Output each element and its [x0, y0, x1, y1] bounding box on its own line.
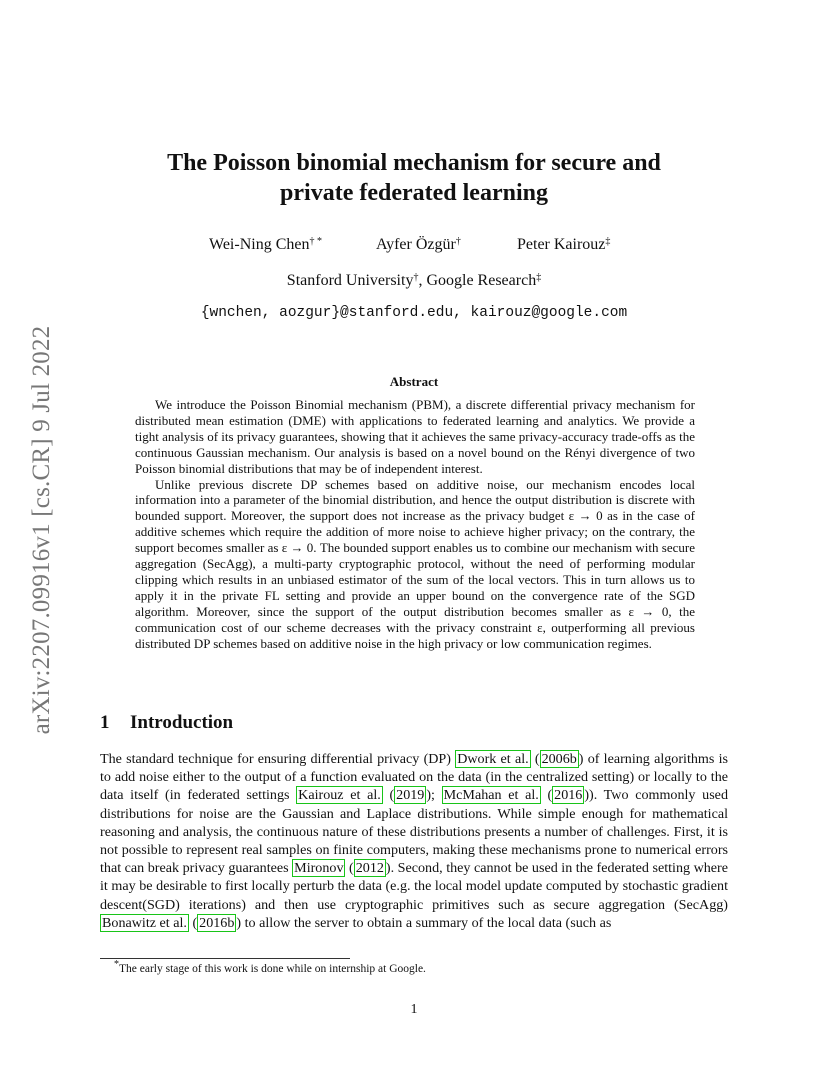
author-emails: {wnchen, aozgur}@stanford.edu, kairouz@google.com [200, 305, 628, 321]
footnote-rule [100, 958, 350, 959]
citation-year-link[interactable]: 2016 [554, 787, 583, 804]
author: Peter Kairouz‡ [517, 236, 611, 253]
citation-link[interactable]: Bonawitz et al. [102, 914, 187, 931]
abstract-heading: Abstract [389, 374, 439, 389]
author: Ayfer Özgür† [376, 236, 461, 253]
title-line: private federated learning [280, 180, 548, 206]
citation-year-link[interactable]: 2016b [199, 914, 235, 931]
citation-link[interactable]: McMahan et al. [443, 787, 539, 804]
footnote: *The early stage of this work is done while on internship at Google. [114, 959, 426, 975]
abstract-paragraph: We introduce the Poisson Binomial mechanism (PBM), a discrete differential privacy mechanism for distributed mean estimation (DME) with applications to federated learning and analytics. We provide a tight analysis of its privacy guarantees, showing that it achieves the same privacy-accuracy trade-offs as the continuous Gaussian mechanism. Our analysis is based on a novel bound on the Rényi divergence of two Poisson binomial distributions that may be of independent interest. [135, 397, 696, 476]
citation-link[interactable]: Mironov [294, 860, 344, 877]
citation-link[interactable]: Kairouz et al. [298, 787, 381, 804]
author-list [0, 236, 828, 258]
citation-year-link[interactable]: 2006b [541, 751, 577, 767]
section-title: Introduction [130, 712, 234, 733]
intro-paragraph: The standard technique for ensuring differential privacy (DP) Dwork et al. ( 2006b ) of learning algorithms is to add noise either to the output of a function evaluated on the data (in the centralized setting) or locally to the data itself (in federated settings Kairouz et al. ( 2019 ); McMahan et al. ( 2016 )). Two commonly used distributions for noise are the Gaussian and Laplace distributions. While simple enough for mathematical reasoning and analysis, the continuous nature of these distributions presents a number of challenges. First, it is not possible to represent real samples on finite computers, making these mechanisms prone to numerical errors that can break privacy guarantees Mironov ( 2012 ). Second, they cannot be used in the federated setting where it may be desirable to first locally perturb the data (e.g. the local model update computed by stochastic gradient descent(SGD) iterations) and then use cryptographic primitives such as secure aggregation (SecAgg) Bonawitz et al. ( 2016b ) to allow the server to obtain a summary of the local data (such as [100, 751, 729, 931]
abstract [135, 397, 695, 652]
section-number: 1 [100, 712, 110, 733]
citation-link[interactable]: Dwork et al. [457, 751, 529, 767]
title-line: The Poisson binomial mechanism for secure and [167, 150, 661, 176]
paper-title [100, 148, 728, 208]
author: Wei-Ning Chen† * [209, 236, 322, 253]
abstract-paragraph: Unlike previous discrete DP schemes based on additive noise, our mechanism encodes local information into a parameter of the binomial distribution, and hence the output distribution is discrete with bounded support. Moreover, the support does not increase as the privacy budget ε → 0 as in the case of additive schemes which require the addition of more noise to achieve higher privacy; on the contrary, the support becomes smaller as ε → 0. The bounded support enables us to combine our mechanism with secure aggregation (SecAgg), a multi-party cryptographic protocol, without the need of performing modular clipping which results in an unbiased estimator of the sum of the local vectors. This in turn allows us to apply it in the private FL setting and provide an upper bound on the convergence rate of the SGD algorithm. Moreover, since the support of the output distribution becomes smaller as ε → 0, the communication cost of our scheme decreases with the privacy constraint ε, outperforming all previous distributed DP schemes based on additive noise in the high privacy or low communication regimes. [135, 476, 695, 651]
page-number: 1 [410, 1002, 418, 1017]
citation-year-link[interactable]: 2019 [396, 787, 425, 804]
arxiv-stamp: arXiv:2207.09916v1 [cs.CR] 9 Jul 2022 [28, 325, 55, 735]
section-heading [100, 712, 728, 734]
affiliations: Stanford University†, Google Research‡ [286, 272, 542, 289]
citation-year-link[interactable]: 2012 [355, 860, 384, 877]
